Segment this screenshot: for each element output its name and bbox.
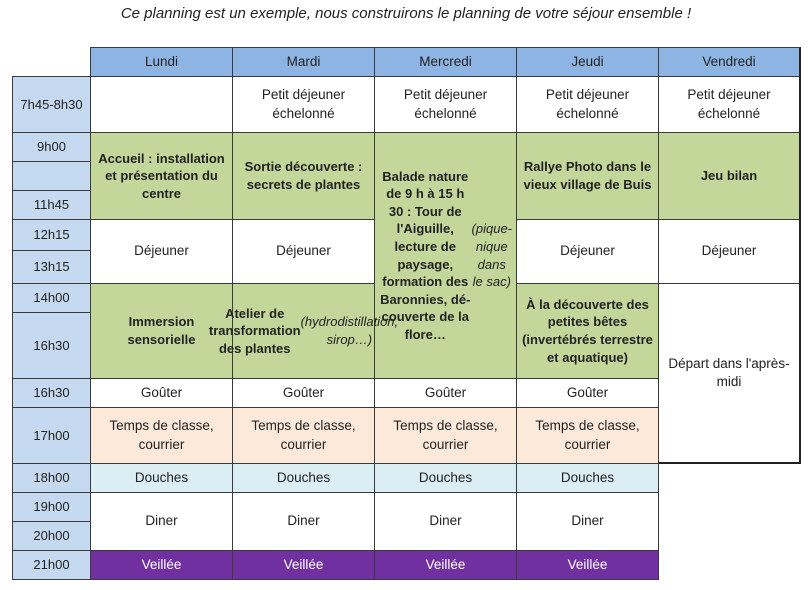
activity-monday-morning: Accueil : installation et présentation du centre: [90, 132, 233, 220]
header-lundi: Lundi: [90, 47, 233, 77]
breakfast-mardi: Petit déjeuner échelonné: [232, 76, 375, 133]
showers-mercredi: Douches: [374, 463, 517, 493]
evening-lundi: Veillée: [90, 550, 233, 580]
snack-lundi: Goûter: [90, 378, 233, 408]
breakfast-vendredi: Petit déjeuner échelonné: [658, 76, 801, 133]
time-slot: 12h15: [12, 219, 91, 251]
time-slot: 16h30: [12, 312, 91, 379]
showers-mardi: Douches: [232, 463, 375, 493]
time-slot: 18h00: [12, 463, 91, 493]
lunch-jeudi: Déjeuner: [516, 219, 659, 284]
header-vendredi: Vendredi: [658, 47, 801, 77]
header-mardi: Mardi: [232, 47, 375, 77]
planning-note: Ce planning est un exemple, nous construirons le planning de votre séjour ensemble !: [120, 5, 692, 22]
time-slot: 17h00: [12, 407, 91, 464]
snack-mercredi: Goûter: [374, 378, 517, 408]
snack-jeudi: Goûter: [516, 378, 659, 408]
activity-monday-afternoon: Immersion sensorielle: [90, 283, 233, 379]
activity-thursday-afternoon: À la découverte des petites bêtes (invertébrés terrestre et aquatique): [516, 283, 659, 379]
time-slot: 20h00: [12, 521, 91, 551]
time-slot: 13h15: [12, 250, 91, 284]
time-slot: 19h00: [12, 492, 91, 522]
showers-jeudi: Douches: [516, 463, 659, 493]
time-slot: 9h00: [12, 132, 91, 162]
evening-mercredi: Veillée: [374, 550, 517, 580]
class-time-jeudi: Temps de classe, courrier: [516, 407, 659, 464]
wednesday-hike-text: Balade nature de 9 h à 15 h 30 : Tour de l'Aiguille, lecture de paysage, formation des Baronnies, dé-couverte de la flore…: [380, 168, 471, 342]
evening-jeudi: Veillée: [516, 550, 659, 580]
time-slot: 7h45-8h30: [12, 76, 91, 133]
breakfast-mercredi: Petit déjeuner échelonné: [374, 76, 517, 133]
activity-thursday-morning: Rallye Photo dans le vieux village de Buis: [516, 132, 659, 220]
class-time-mardi: Temps de classe, courrier: [232, 407, 375, 464]
breakfast-lundi: [90, 76, 233, 133]
time-slot: 21h00: [12, 550, 91, 580]
header-mercredi: Mercredi: [374, 47, 517, 77]
evening-mardi: Veillée: [232, 550, 375, 580]
lunch-vendredi: Déjeuner: [658, 219, 801, 284]
class-time-lundi: Temps de classe, courrier: [90, 407, 233, 464]
showers-lundi: Douches: [90, 463, 233, 493]
dinner-jeudi: Diner: [516, 492, 659, 551]
dinner-mardi: Diner: [232, 492, 375, 551]
activity-tuesday-morning: Sortie découverte : secrets de plantes: [232, 132, 375, 220]
activity-tuesday-afternoon: [208, 283, 399, 379]
dinner-lundi: Diner: [90, 492, 233, 551]
time-slot: 11h45: [12, 190, 91, 220]
dinner-mercredi: Diner: [374, 492, 517, 551]
class-time-mercredi: Temps de classe, courrier: [374, 407, 517, 464]
time-slot: 14h00: [12, 283, 91, 313]
tuesday-afternoon-text: Atelier de transformation des plantes: [208, 305, 301, 356]
wednesday-hike-note: (pique-nique dans le sac): [471, 221, 512, 290]
friday-departure: Départ dans l'après-midi: [658, 283, 801, 464]
lunch-mardi: Déjeuner: [232, 219, 375, 284]
time-slot: 16h30: [12, 378, 91, 408]
snack-mardi: Goûter: [232, 378, 375, 408]
header-jeudi: Jeudi: [516, 47, 659, 77]
lunch-lundi: Déjeuner: [90, 219, 233, 284]
tuesday-afternoon-note: (hydrodistillation, sirop…): [300, 314, 399, 347]
time-slot: [12, 161, 91, 191]
breakfast-jeudi: Petit déjeuner échelonné: [516, 76, 659, 133]
activity-friday-morning: Jeu bilan: [658, 132, 801, 220]
